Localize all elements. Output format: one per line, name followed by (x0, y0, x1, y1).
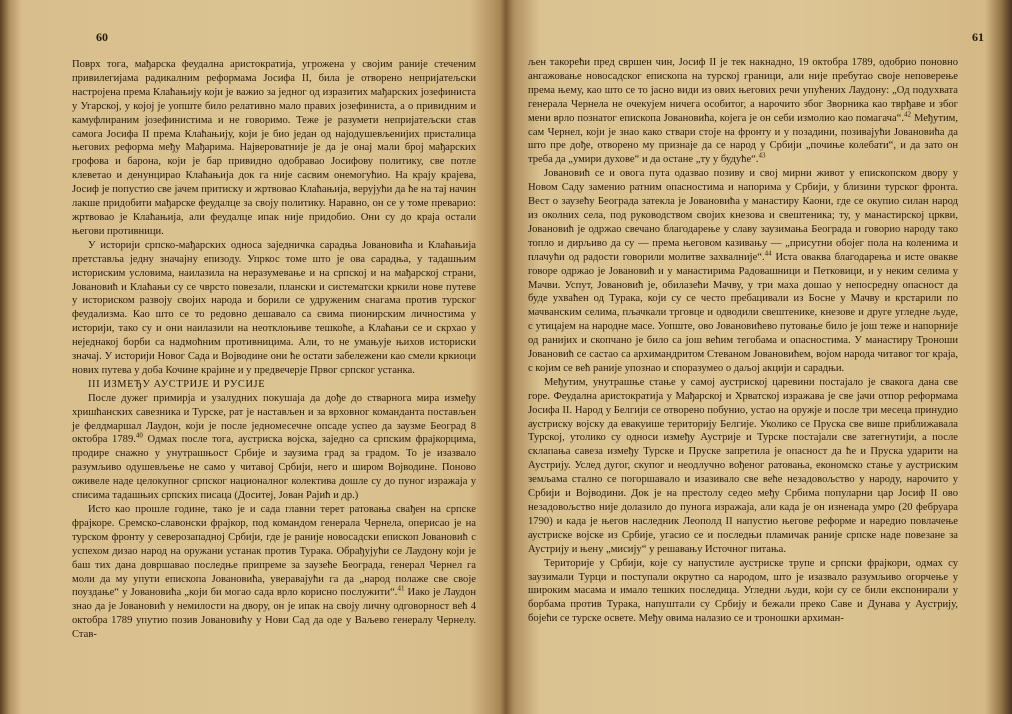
paragraph (72, 503, 476, 642)
footnote-ref: 40 (135, 431, 143, 440)
paragraph-text: Одмах после тога, аустриска војска, заједно са српским фрајкорцима, продире снажно у унутрашњост Србије и заузима град за градом. То је изазвало разумљиво одушевљење не само у читавој Србији, него и широм Војводине. Поново оживеле наде целокупног српског националног колектива дошле су до пуног изражаја у списима тадашњих српских писаца (Доситеј, Јован Рајић и др.) (72, 434, 476, 502)
paragraph-text: Јовановић се и овога пута одазвао позиву и свој мирни живот у епископском двору у Новом Саду заменио ратним опасностима и напорима у Србији, у близини турског фронта. Вест о заузећу Београда затекла је Јовановића у манастиру Каони, где се окупио силан народ из околних села, под руководством својих кнезова и свештеника; ту, у манастирској цркви, Јовановић је одржао свечано благодарење у славу заузимања Београда и говорио народу тако топло и дирљиво да су — према његовом казивању — „присутни обојег пола на коленима и плачући од радости говорили молитве захвалније“. (528, 168, 958, 263)
footnote-ref: 44 (764, 249, 772, 258)
right-page (508, 0, 1012, 714)
paragraph-text: љен такорећи пред свршен чин, Јосиф II је тек накнадно, 19 октобра 1789, одобрио поновно ангажовање новосадског епископа на турској граници, али није пребутао своје неповерење према њему, као што се то јасно види из ових његових речи упућених Лаудону: „Од подухвата генерала Чернела не очекујем ничега особитог, а нарочито због Зворника као тврђаве и због мени врло познатог епископа Јовановића, којега је он себи измолио као помагача“. (528, 57, 958, 124)
paragraph (528, 56, 958, 167)
page-number: 60 (96, 30, 108, 44)
paragraph: Територије у Србији, које су напустиле аустриске трупе и српски фрајкори, одмах су заузимали Турци и поступали окрутно са народом, што је изазвало разумљиво огорчење у ширoким масама и имало тешких последица. Угледни људи, који су се били експонирали у борбама против Турака, напуштали су Србију и бежали преко Саве и Дунава у Аустрију, бојећи се турске освете. Међу овима налазио се и троношки архиман- (528, 557, 958, 625)
page-number: 61 (972, 30, 984, 44)
page-text (528, 56, 958, 626)
footnote-ref: 41 (397, 584, 405, 593)
paragraph-text: После дужег примирја и узалудних покушаја да дође до стварнога мира између хришћанских савезника и Турске, рат је настављен и за врховног команданта постављен је фелдмаршал Лаудон, који је после једномесечне опсаде успео да заузме Београд 8 октобра 1789. (72, 392, 476, 446)
page-text (72, 58, 476, 642)
paragraph (528, 167, 958, 376)
paragraph (72, 392, 476, 503)
paragraph-text: Иста оваква благодарења и исте овакве говоре одржао је Јовановић и у манастирима Радовашници и Петковици, и у неким селима у Мачви. Успут, Јовановић је, обилазећи Мачву, у три маха дошао у непосредну опасност да буде ухваћен од Турака, који су се често пребацивали из Босне у Мачву и крстарили по мачванским селима, пљачкали трговце и одводили свештенике, кнезове и друге угледне људе, с утицајем на народне масе. Уопште, ово Јовановићево путовање било је још теже и напорније од ранијих и скопчано је било са још већим тегобама и опасностима. У манастиру Троноши Јовановић се састао са архимандритом Стеваном Јовановићем, војом народа читавог тог краја, с којим се већ раније упознао и споразумео о даљој акцији и сарадњи. (528, 251, 958, 374)
section-heading: III ИЗМЕЂУ АУСТРИЈЕ И РУСИЈЕ (88, 378, 266, 390)
paragraph: Међутим, унутрашње стање у самој аустриској царевини постајало је свакога дана све горе. Феудална аристократија у Мађарској и Хрватској изражава је све јачи отпор реформама Јосифа II. Народ у Белгији се отворено побунио, устао на оружје и после три месеца принудио аустриску војску да евакуише територију Белгије. Уколико се Пруска све више приближавала Турској, утолико су односи између Аустрије и Турске постајали све затегнутији, а после склапања савеза између Турске и Пруске запретила је опасност да ће и Пруска ударити на Аустрију. Услед дугог, скупог и неодлучно вођеног ратовања, економско стање у аустриским земљама стално се погоршавало и изазивало све веће незадовољство у народу, нарочито у Србији и Војводини. Док је на престолу седео међу Србима популарни цар Јосиф II ово незадовољство није долазило до пунога изражаја, али када је он изненада умро (20 фебруара 1790) и када је његов наследник Леополд II напустио његове реформе и наредио повлачење аустриске војске из Србије, угасио се и последњи пламичак раније српске наде повезане за Аустрију и њену „мисију“ у решавању Источног питања. (528, 376, 958, 555)
left-page (0, 0, 500, 714)
footnote-ref: 43 (758, 151, 766, 160)
paragraph: У историји српско-мађарских односа заједничка сарадња Јовановића и Клаћањија претставља једну значајну епизоду. Упркос томе што је ова сарадња, у тадашњим историским условима, наилазила на неразумевање и на српској и на мађарској страни, Јовановић и Клаћањи су се чврсто повезали, плански и систематски кркили нове путеве у историском развоју својих народа и борили се удруженим снагама против турског феудализма. Као што се то редовно дешавало са свима пионирским личностима у историји, тако су и они наилазили на неотклоњиве тешкоће, а Клаћањи се и скрхао у неједнакој борби са надмоћним противницима. Али, то не умањује њихов историски значај. У историји Новог Сада и Војводине они ће остати забележени као смели кркиоци нових путева у доба Кочине крајине и у предвечерје Првог српског устанка. (72, 239, 476, 376)
paragraph: Поврх тога, мађарска феудална аристократија, угрожена у својим раније стеченим привилегијама радикалним реформама Јосифа II, била је отворено непријатељски настројена према Клаћањију који је важио за једног од изразитих мађарских јозефиниста у Угарској, у којој је уопште било релативно мало правих јозефиниста, а о привидним и камуфлираним јозефинистима и не говоримо. Теже је разумети непријатељски став самога Јосифа II према Клаћањију, који је био један од најодушевљенијих присталица његових реформа међу Мађарима. Највероватније је да је онај мали број мађарских грофова и барона, који је бар привидно одобравао Јосифову политику, све потле клеветао и денунцирао Клаћањија док га није сасвим онемогућио. На крају крајева, Јосиф је попустио све јачем притиску и жртвовао Клаћањија, верујући да ће на тај начин лакше придобити мађарске феудалце за своју политику. Наравно, он се у томе преварио: жртвовао је Клаћањија, али феудалце ипак није придобио. Они су до краја остали његови противници. (72, 59, 476, 237)
footnote-ref: 42 (904, 110, 912, 119)
paragraph-text: Исто као прошле године, тако је и сада главни терет ратовања свађен на српске фрајкоре. Сремско-славонски фрајкор, под командом генерала Чернела, оперисао је на турском фронту у северозападној Србији, где је раније новосадски епископ Јовановић с успехом дизао народ на оружани устанак против Турака. Обрађујући се Лаудону који је баш тих дана довршавао последње припреме за заузеће Београда, генерал Чернел га моли да му упути епископа Јовановића, уверавајући га да „народ полаже све своје поуздање“ у Јовановића „који би могао сада врло корисно послужити“. (72, 504, 476, 599)
paragraph-text: Иако је Лаудон знао да је Јовановић у немилости на двору, он је ипак на своју личну одговорност већ 4 октобра 1789 упутио позив Јовановићу у Нови Сад да оде у Ваљево генералу Чернелу. Став- (72, 587, 476, 641)
paragraph-text: Међутим, сам Чернел, који је знао како ствари стоје на фронту и у позадини, позивајући Јовановића да што пре дође, отворено му признаје да се народ у Србији „почиње колебати“, и да зато он треба да „умири духове“ и да остане „ту у будуће“. (528, 112, 958, 166)
